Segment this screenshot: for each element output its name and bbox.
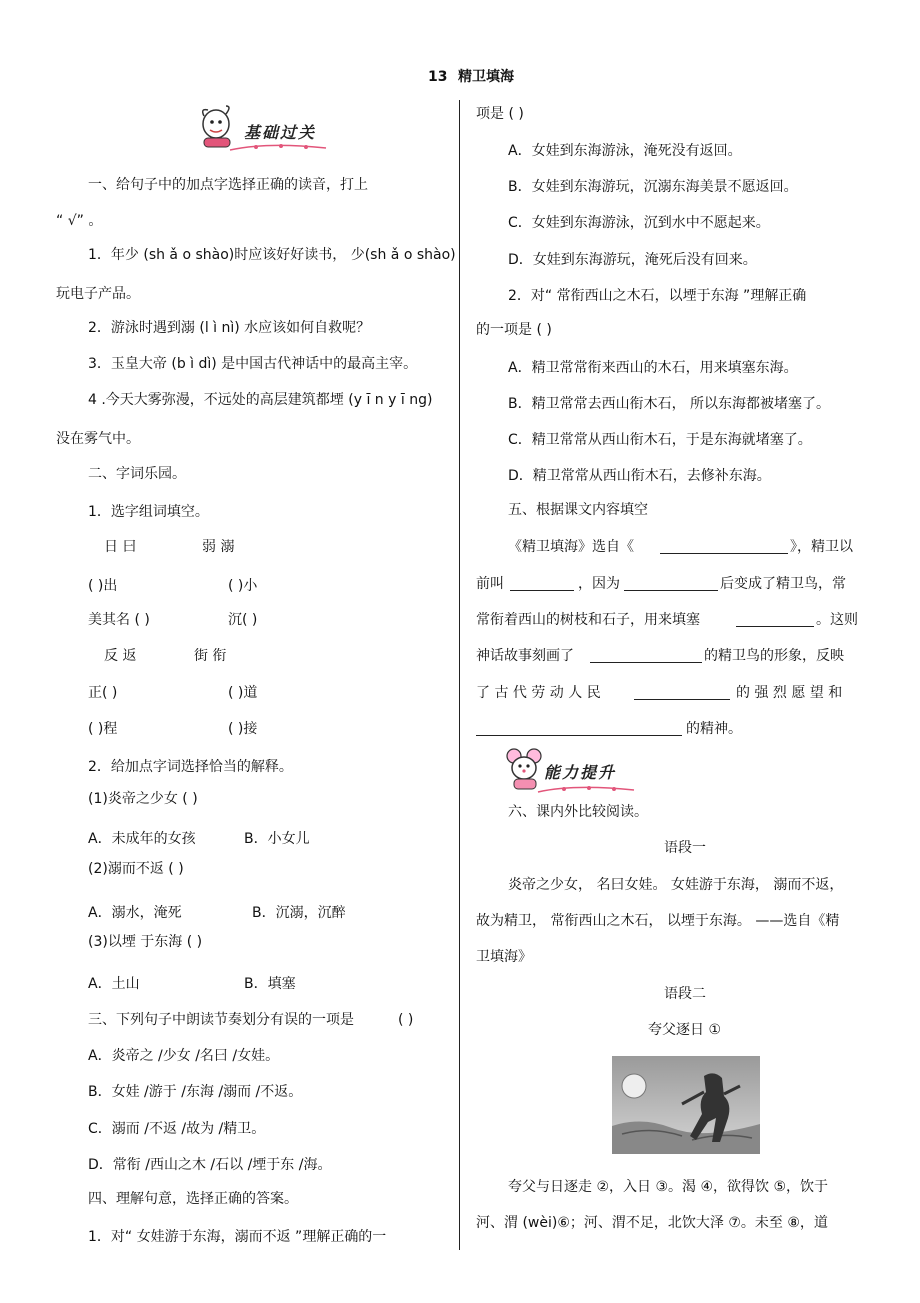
blank-former-name[interactable] (510, 590, 574, 591)
q1-item-2: 2．游泳时遇到溺 (l ì nì) 水应该如何自救呢？ (88, 320, 371, 336)
fill-chu: ( )出 (88, 578, 118, 594)
fill-cheng: ( )程 (88, 721, 118, 737)
kuafu-illustration (612, 1056, 760, 1154)
passage-1-line-3: 卫填海》 (476, 949, 532, 965)
fill-jie: ( )接 (228, 721, 258, 737)
q5-line-2-c: 后变成了精卫鸟，常 (720, 576, 846, 592)
q2-sub-2-item-1: (1)炎帝之少女 ( ) (88, 791, 198, 807)
q5-line-4-b: 的精卫鸟的形象，反映 (704, 648, 844, 664)
q5-heading: 五、根据课文内容填空 (508, 502, 648, 518)
q1-instruction: 一、给句子中的加点字选择正确的读音，打上 (88, 177, 368, 193)
q1-instruction-tick: “ √” 。 (56, 213, 103, 229)
q5-line-1-a: 《精卫填海》选自《 (508, 539, 634, 555)
q5-line-2-a: 前叫 (476, 576, 504, 592)
q4-1-option-d: D．女娃到东海游玩，淹死后没有回来。 (508, 252, 757, 268)
lesson-number: 13 (428, 69, 448, 85)
basic-section-badge (196, 102, 336, 154)
passage-1-line-2: 故为精卫， 常衔西山之木石， 以堙于东海。 ——选自《精 (476, 913, 840, 929)
q5-line-4-a: 神话故事刻画了 (476, 648, 574, 664)
q2-sub-2-item-1-a: A．未成年的女孩 (88, 831, 196, 847)
q3-option-d: D．常衔 /西山之木 /石以 /堙于东 /海。 (88, 1157, 332, 1173)
passage-2-line-1: 夸父与日逐走 ②，入日 ③。渴 ④，欲得饮 ⑤，饮于 (508, 1179, 829, 1195)
q4-item-1-cont: 项是 ( ) (476, 106, 524, 122)
fill-meiqiming: 美其名 ( ) (88, 612, 150, 628)
q4-1-option-b: B．女娃到东海游玩，沉溺东海美景不愿返回。 (508, 179, 798, 195)
blank-wish[interactable] (634, 699, 730, 700)
passage-2-line-2: 河、渭 (wèi)⑥；河、渭不足，北饮大泽 ⑦。未至 ⑧，道 (476, 1215, 828, 1231)
q1-item-4: 4 .今天大雾弥漫，不远处的高层建筑都堙 (y ī n y ī ng) (88, 392, 433, 408)
q4-2-option-d: D．精卫常常从西山衔木石，去修补东海。 (508, 468, 771, 484)
q3-option-a: A．炎帝之 /少女 /名曰 /女娃。 (88, 1048, 280, 1064)
q3-heading: 三、下列句子中朗读节奏划分有误的一项是 (88, 1012, 354, 1028)
q5-line-5-b: 的 强 烈 愿 望 和 (736, 685, 843, 701)
q4-1-option-c: C．女娃到东海游泳，沉到水中不愿起来。 (508, 215, 770, 231)
q4-item-2-cont: 的一项是 ( ) (476, 322, 552, 338)
q1-item-1: 1．年少 (sh ǎ o shào)时应该好好读书， 少(sh ǎ o shào) (88, 247, 456, 263)
blank-reason[interactable] (624, 590, 718, 591)
q5-line-3-a: 常衔着西山的树枝和石子，用来填塞 (476, 612, 700, 628)
q4-2-option-c: C．精卫常常从西山衔木石，于是东海就堵塞了。 (508, 432, 812, 448)
char-pair-ri-yue: 日 曰 (104, 539, 137, 555)
fill-chen: 沉( ) (228, 612, 258, 628)
passage-1-line-1: 炎帝之少女， 名曰女娃。 女娃游于东海， 溺而不返， (508, 877, 844, 893)
q5-line-1-b: 》，精卫以 (790, 539, 853, 555)
q4-2-option-a: A．精卫常常衔来西山的木石，用来填塞东海。 (508, 360, 798, 376)
q2-sub-2-item-3: (3)以堙 于东海 ( ) (88, 934, 203, 950)
passage-2-title: 夸父逐日 ① (648, 1022, 722, 1038)
column-divider (459, 100, 460, 1250)
q2-sub-2-item-3-a: A．土山 (88, 976, 140, 992)
q4-heading: 四、理解句意，选择正确的答案。 (88, 1191, 298, 1207)
q2-sub-2: 2．给加点字词选择恰当的解释。 (88, 759, 293, 775)
ability-section-badge (504, 744, 644, 796)
q4-item-2: 2．对“ 常衔西山之木石，以堙于东海 ”理解正确 (508, 288, 807, 304)
q2-sub-2-item-2-a: A．溺水，淹死 (88, 905, 182, 921)
q3-option-b: B．女娃 /游于 /东海 /溺而 /不返。 (88, 1084, 303, 1100)
char-pair-jie-xian: 街 衔 (194, 648, 227, 664)
q2-heading: 二、字词乐园。 (88, 466, 186, 482)
q2-sub-1: 1．选字组词填空。 (88, 504, 209, 520)
passage-2-label: 语段二 (664, 986, 706, 1002)
q2-sub-2-item-2-b: B．沉溺，沉醉 (252, 905, 346, 921)
blank-spirit[interactable] (476, 735, 682, 736)
blank-bird-trait[interactable] (590, 662, 702, 663)
char-pair-fan: 反 返 (104, 648, 137, 664)
fill-dao: ( )道 (228, 685, 258, 701)
ability-section-title: 能力提升 (544, 763, 617, 782)
q2-sub-2-item-1-b: B．小女儿 (244, 831, 310, 847)
q5-line-2-b: ，因为 (578, 576, 620, 592)
q5-line-6: 的精神。 (686, 721, 742, 737)
q5-line-3-b: 。这则 (816, 612, 858, 628)
q4-2-option-b: B．精卫常常去西山衔木石， 所以东海都被堵塞了。 (508, 396, 831, 412)
q1-item-1-cont: 玩电子产品。 (56, 286, 140, 302)
page-title: 精卫填海 (458, 69, 514, 85)
passage-1-label: 语段一 (664, 840, 706, 856)
q4-item-1: 1．对“ 女娃游于东海，溺而不返 ”理解正确的一 (88, 1229, 387, 1245)
q2-sub-2-item-3-b: B．填塞 (244, 976, 296, 992)
q5-line-5-a: 了 古 代 劳 动 人 民 (476, 685, 601, 701)
q3-option-c: C．溺而 /不返 /故为 /精卫。 (88, 1121, 266, 1137)
blank-fill-target[interactable] (736, 626, 814, 627)
q3-answer-blank: ( ) (398, 1012, 414, 1028)
blank-source-book[interactable] (660, 553, 788, 554)
q6-heading: 六、课内外比较阅读。 (508, 804, 648, 820)
q2-sub-2-item-2: (2)溺而不返 ( ) (88, 861, 184, 877)
basic-section-title: 基础过关 (244, 123, 317, 142)
q1-item-3: 3．玉皇大帝 (b ì dì) 是中国古代神话中的最高主宰。 (88, 356, 418, 372)
q4-1-option-a: A．女娃到东海游泳，淹死没有返回。 (508, 143, 742, 159)
q1-item-4-cont: 没在雾气中。 (56, 431, 140, 447)
fill-zheng: 正( ) (88, 685, 118, 701)
char-pair-ruo-ni: 弱 溺 (202, 539, 235, 555)
fill-xiao: ( )小 (228, 578, 258, 594)
